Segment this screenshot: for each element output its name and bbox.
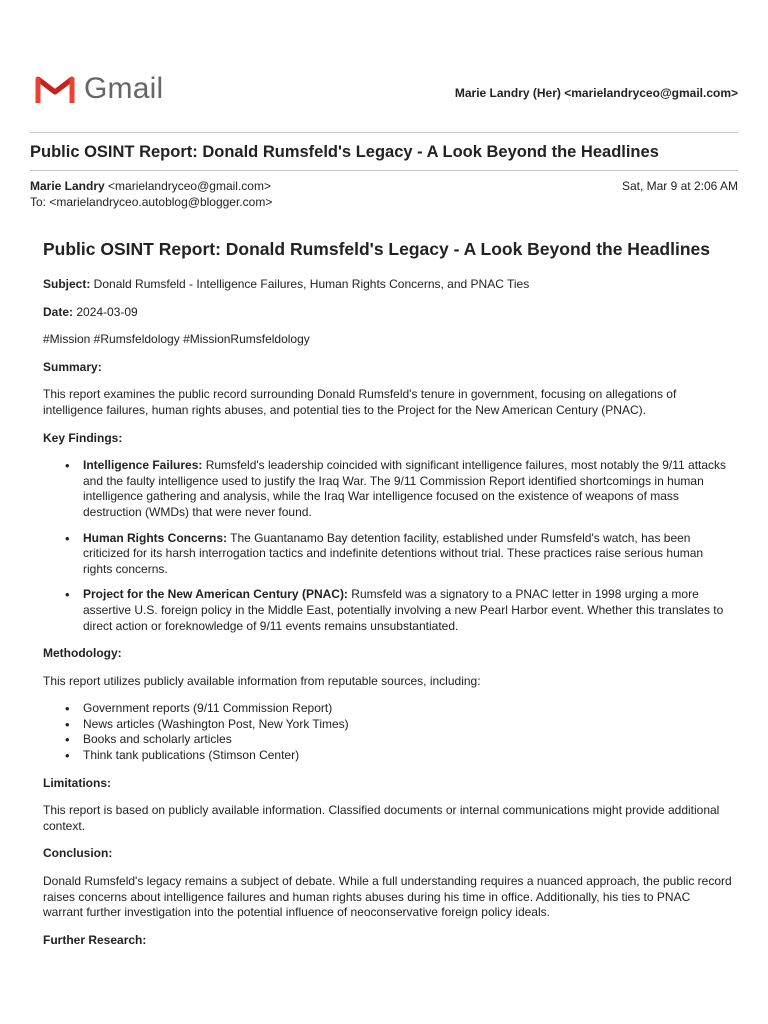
sources-list xyxy=(43,701,733,763)
conclusion-heading: Conclusion: xyxy=(43,846,113,861)
finding-label: Project for the New American Century (PNAC): xyxy=(83,587,348,602)
methodology-heading: Methodology: xyxy=(43,646,122,661)
finding-text: Rumsfeld's leadership coincided with significant intelligence failures, most notably the 9/11 attacks and the faulty intelligence used to justify the Iraq War. The 9/11 Commission Report identified shortcomings in human intelligence gathering and analysis, while the Iraq War intelligence focused on the existence of weapons of mass destruction (WMDs) that were never found. xyxy=(83,458,727,519)
report-title: Public OSINT Report: Donald Rumsfeld's Legacy - A Look Beyond the Headlines xyxy=(43,239,710,259)
source-item: • Government reports (9/11 Commission Report) xyxy=(83,701,733,717)
thread-subject: Public OSINT Report: Donald Rumsfeld's Legacy - A Look Beyond the Headlines xyxy=(30,143,659,161)
sender-line xyxy=(30,179,271,193)
methodology-text: This report utilizes publicly available information from reputable sources, including: xyxy=(43,673,481,688)
report-date-label: Date: xyxy=(43,304,74,319)
finding-item xyxy=(83,458,733,520)
source-item: • Books and scholarly articles xyxy=(83,732,733,748)
gmail-wordmark: Gmail xyxy=(84,72,164,105)
sender-name: Marie Landry xyxy=(30,179,105,193)
further-research-heading: Further Research: xyxy=(43,932,147,947)
finding-text: Rumsfeld was a signatory to a PNAC letter in 1998 urging a more assertive U.S. foreign policy in the Middle East, potentially involving a new Pearl Harbor event. Whether this translates to direct action or foreknowledge of 9/11 events remains unsubstantiated. xyxy=(83,587,724,633)
limitations-text: This report is based on publicly available information. Classified documents or internal communications might provide additional context. xyxy=(43,803,720,833)
header-divider xyxy=(30,132,738,133)
summary-heading: Summary: xyxy=(43,359,102,374)
report-subject-value: Donald Rumsfeld - Intelligence Failures, Human Rights Concerns, and PNAC Ties xyxy=(90,277,530,291)
report-date-value: 2024-03-09 xyxy=(73,304,138,319)
subject-divider xyxy=(30,170,738,171)
source-item: • News articles (Washington Post, New York Times) xyxy=(83,717,733,733)
finding-item xyxy=(83,587,733,634)
key-findings-heading: Key Findings: xyxy=(43,430,123,445)
gmail-logo xyxy=(35,73,163,105)
report-subject-label: Subject: xyxy=(43,277,91,291)
gmail-envelope-icon xyxy=(35,73,75,105)
sender-email: <marielandryceo@gmail.com> xyxy=(108,179,271,193)
limitations-heading: Limitations: xyxy=(43,775,111,790)
finding-text: The Guantanamo Bay detention facility, established under Rumsfeld's watch, has been criticized for its harsh interrogation tactics and indefinite detentions without trial. These practices raise serious human rights concerns. xyxy=(83,530,704,576)
finding-item xyxy=(83,531,733,578)
key-findings-list xyxy=(43,458,733,634)
report-subject xyxy=(43,277,733,293)
source-item: • Think tank publications (Stimson Center) xyxy=(83,748,733,764)
finding-label: Human Rights Concerns: xyxy=(83,530,228,545)
conclusion-text: Donald Rumsfeld's legacy remains a subject of debate. While a full understanding requires a nuanced approach, the public record raises concerns about intelligence failures and human rights abuses during his time in office. Additionally, his ties to PNAC warrant further investigation into the potential influence of neoconservative foreign policy ideals. xyxy=(43,874,732,920)
message-date: Sat, Mar 9 at 2:06 AM xyxy=(621,179,738,193)
summary-text: This report examines the public record surrounding Donald Rumsfeld's tenure in government, focusing on allegations of intelligence failures, human rights abuses, and potential ties to the Project for the New American Century (PNAC). xyxy=(43,387,677,417)
report-date xyxy=(43,305,733,321)
finding-label: Intelligence Failures: xyxy=(83,458,203,473)
recipient-line: To: <marielandryceo.autoblog@blogger.com> xyxy=(30,195,273,209)
message-body xyxy=(43,238,733,960)
account-identity: Marie Landry (Her) <marielandryceo@gmail.com> xyxy=(454,86,738,100)
report-hashtags: #Mission #Rumsfeldology #MissionRumsfeldology xyxy=(43,332,310,347)
